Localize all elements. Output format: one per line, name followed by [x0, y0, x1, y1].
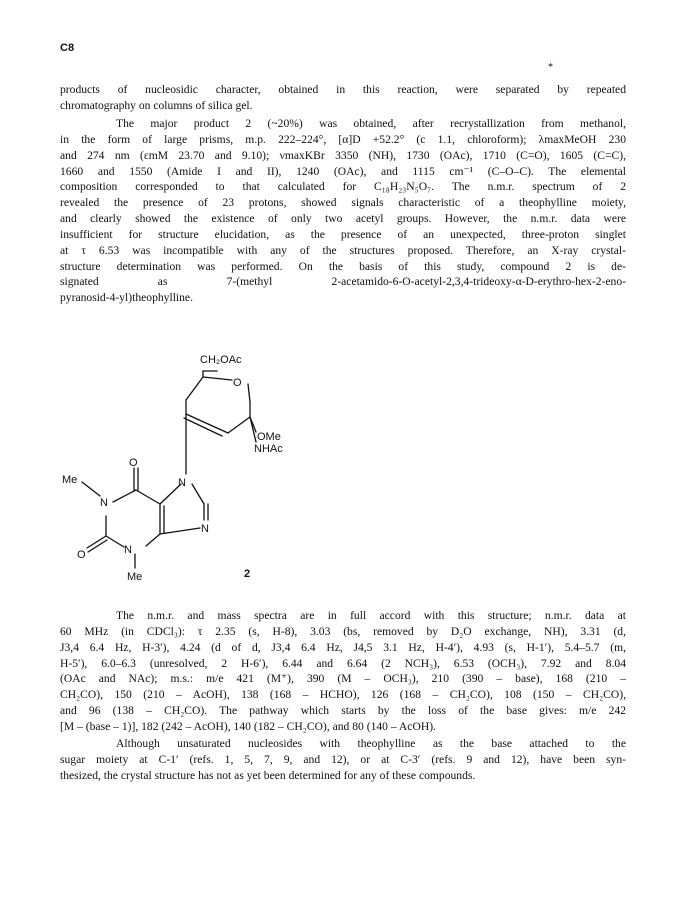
text-line: composition corresponded to that calculated for C₁₈H₂₃N₅O₇. The n.m.r. spectrum of 2 [60, 180, 626, 194]
paragraph-separation [60, 82, 626, 114]
text-line: products of nucleosidic character, obtained in this reaction, were separated by repeated [60, 83, 626, 96]
text-line: at τ 6.53 was incompatible with any of the structures proposed. Therefore, an X-ray crystal- [60, 243, 626, 257]
text-line: The n.m.r. and mass spectra are in full accord with this structure; n.m.r. data at [116, 609, 626, 622]
nitrogen-label: N [124, 544, 132, 556]
text-line: and 274 nm (εmM 23.70 and 9.10); νmaxKBr 3350 (NH), 1730 (OAc), 1710 (C=O), 1605 (C=C), [60, 148, 626, 162]
paragraph-conclusion [60, 736, 626, 784]
paragraph-text [60, 116, 626, 306]
text-line: J3,4 6.4 Hz, H-3′), 4.24 (d of d, J3,4 6.4 Hz, J4,5 3.1 Hz, H-4′), 4.93 (s, H-1′), 5.4–5.7 (m, [60, 640, 626, 654]
page-number: C8 [60, 42, 75, 54]
text-line: revealed the presence of 23 protons, showed signals characteristic of a theophylline moiety, [60, 196, 626, 210]
compound-number: 2 [244, 568, 251, 580]
carbonyl-oxygen-label: O [77, 549, 86, 561]
text-line: 1660 and 1550 (Amide I and II), 1240 (OAc), and 1115 cm⁻¹ (C–O–C). The elemental [60, 164, 626, 178]
text-line: signated as 7-(methyl 2-acetamido-6-O-acetyl-2,3,4-trideoxy-α-D-erythro-hex-2-eno- [60, 275, 626, 289]
text-line: CH₂CO), 150 (210 – AcOH), 138 (168 – HCHO), 126 (168 – CH₂CO), 108 (150 – CH₂CO), [60, 688, 626, 702]
text-line: insufficient for structure elucidation, as the presence of an unexpected, three-proton singlet [60, 227, 626, 241]
text-line: and clearly showed the existence of only two acetyl groups. However, the n.m.r. data were [60, 212, 626, 226]
text-line: structure determination was performed. On the basis of this study, compound 2 is de- [60, 259, 626, 273]
stray-mark: * [548, 62, 553, 73]
text-line: thesized, the crystal structure has not as yet been determined for any of these compounds. [60, 768, 476, 782]
nitrogen-label: N [100, 497, 108, 509]
paragraph-text [60, 608, 626, 735]
text-line: in the form of large prisms, m.p. 222–224°, [α]D +52.2° (c 1.1, chloroform); λmaxMeOH 230 [60, 132, 626, 146]
paragraph-major-product [60, 116, 626, 306]
text-line: The major product 2 (~20%) was obtained, after recrystallization from methanol, [116, 117, 626, 130]
text-line: Although unsaturated nucleosides with theophylline as the base attached to the [116, 737, 626, 750]
text-line: and 96 (138 – CH₂CO). The pathway which starts by the loss of the base gives: m/e 242 [60, 704, 626, 718]
text-line: pyranosid-4-yl)theophylline. [60, 291, 193, 305]
text-line: (OAc and NAc); m.s.: m/e 421 (M⁺), 390 (M – OCH₃), 210 (390 – base), 168 (210 – [60, 672, 626, 686]
paragraph-spectra [60, 608, 626, 735]
methyl-label: Me [127, 571, 143, 583]
nitrogen-label: N [201, 523, 209, 535]
paragraph-text [60, 82, 626, 114]
carbonyl-oxygen-label: O [129, 457, 138, 469]
text-line: sugar moiety at C-1′ (refs. 1, 5, 7, 9, and 12), or at C-3′ (refs. 9 and 12), have been syn- [60, 752, 626, 766]
ome-label: OMe [257, 431, 281, 443]
text-line: 60 MHz (in CDCl₃): τ 2.35 (s, H-8), 3.03 (bs, removed by D₂O exchange, NH), 3.31 (d, [60, 624, 626, 638]
text-line: H-5′), 6.0–6.3 (unresolved, 2 H-6′), 6.44 and 6.64 (2 NCH₃), 6.53 (OCH₃), 7.92 and 8.04 [60, 656, 626, 670]
text-line: chromatography on columns of silica gel. [60, 98, 253, 112]
ring-oxygen-label: O [233, 377, 242, 389]
methyl-label: Me [62, 474, 78, 486]
nitrogen-label: N [178, 477, 186, 489]
ch2oac-label: CH₂OAc [200, 354, 242, 366]
text-line: [M – (base – 1)], 182 (242 – AcOH), 140 (182 – CH₂CO), and 80 (140 – AcOH). [60, 719, 436, 733]
paragraph-text [60, 736, 626, 784]
nhac-label: NHAc [254, 443, 283, 455]
